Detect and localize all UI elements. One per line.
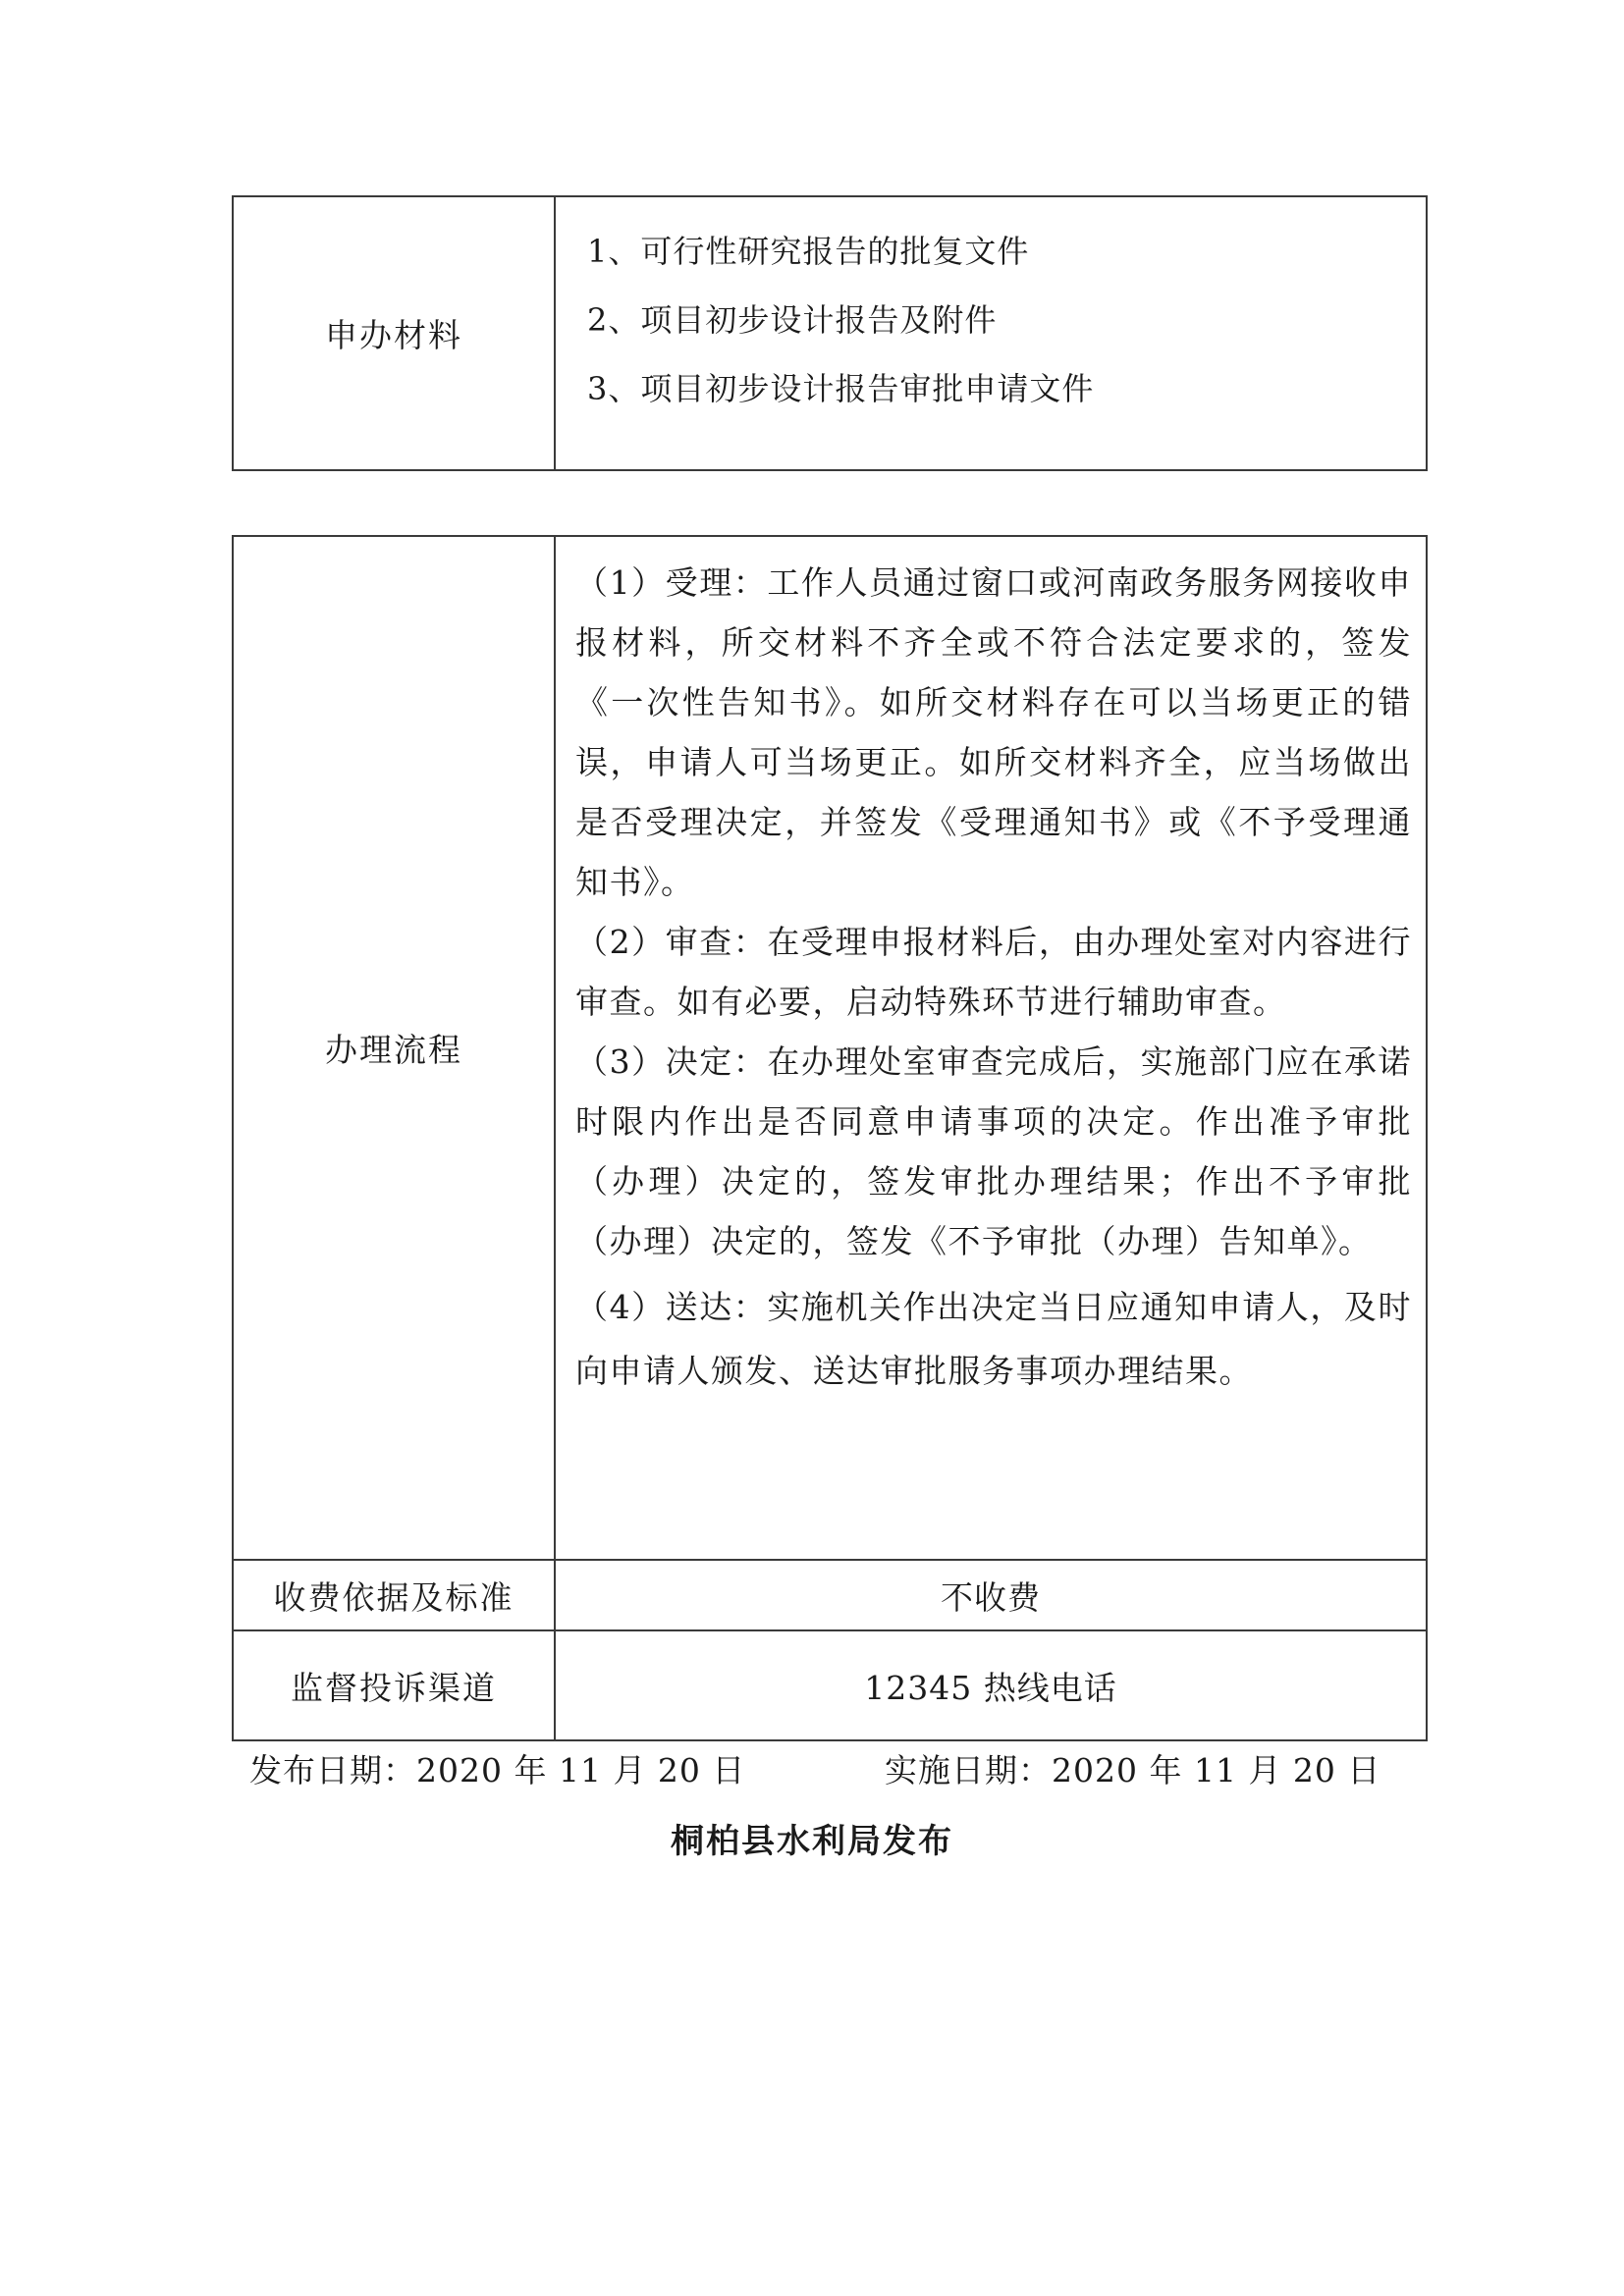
complaint-value: 12345 热线电话 (555, 1630, 1427, 1740)
complaint-row (233, 1630, 1427, 1740)
materials-list (556, 203, 1426, 463)
publisher: 桐柏县水利局发布 (671, 1822, 953, 1861)
process-row (233, 536, 1427, 1560)
fee-row (233, 1560, 1427, 1630)
process-cell (555, 536, 1427, 1560)
process-step-review: （2）审查：在受理申报材料后，由办理处室对内容进行审查。如有必要，启动特殊环节进行辅助审查。 (575, 923, 1412, 1021)
materials-item: 2、项目初步设计报告及附件 (587, 301, 998, 339)
process-table (232, 535, 1428, 1741)
materials-label: 申办材料 (233, 196, 555, 470)
complaint-label: 监督投诉渠道 (233, 1630, 555, 1740)
process-step-accept: （1）受理：工作人员通过窗口或河南政务服务网接收申报材料，所交材料不齐全或不符合法定要求的，签发《一次性告知书》。如所交材料存在可以当场更正的错误，申请人可当场更正。如所交材料齐全，应当场做出是否受理决定，并签发《受理通知书》或《不予受理通知书》。 (575, 563, 1412, 901)
publish-date: 发布日期：2020 年 11 月 20 日 (249, 1751, 746, 1789)
process-label: 办理流程 (233, 536, 555, 1560)
process-step-decide: （3）决定：在办理处室审查完成后，实施部门应在承诺时限内作出是否同意申请事项的决定。作出准予审批（办理）决定的，签发审批办理结果；作出不予审批（办理）决定的，签发《不予审批（办理）告知单》。 (575, 1042, 1412, 1260)
effective-date: 实施日期：2020 年 11 月 20 日 (885, 1751, 1381, 1789)
materials-row (233, 196, 1427, 470)
materials-table (232, 195, 1428, 471)
process-step-deliver: （4）送达：实施机关作出决定当日应通知申请人，及时向申请人颁发、送达审批服务事项办理结果。 (575, 1288, 1412, 1390)
materials-cell (555, 196, 1427, 470)
materials-item: 1、可行性研究报告的批复文件 (587, 233, 1030, 270)
materials-item: 3、项目初步设计报告审批申请文件 (587, 370, 1095, 407)
fee-label: 收费依据及标准 (233, 1560, 555, 1630)
fee-value: 不收费 (555, 1560, 1427, 1630)
